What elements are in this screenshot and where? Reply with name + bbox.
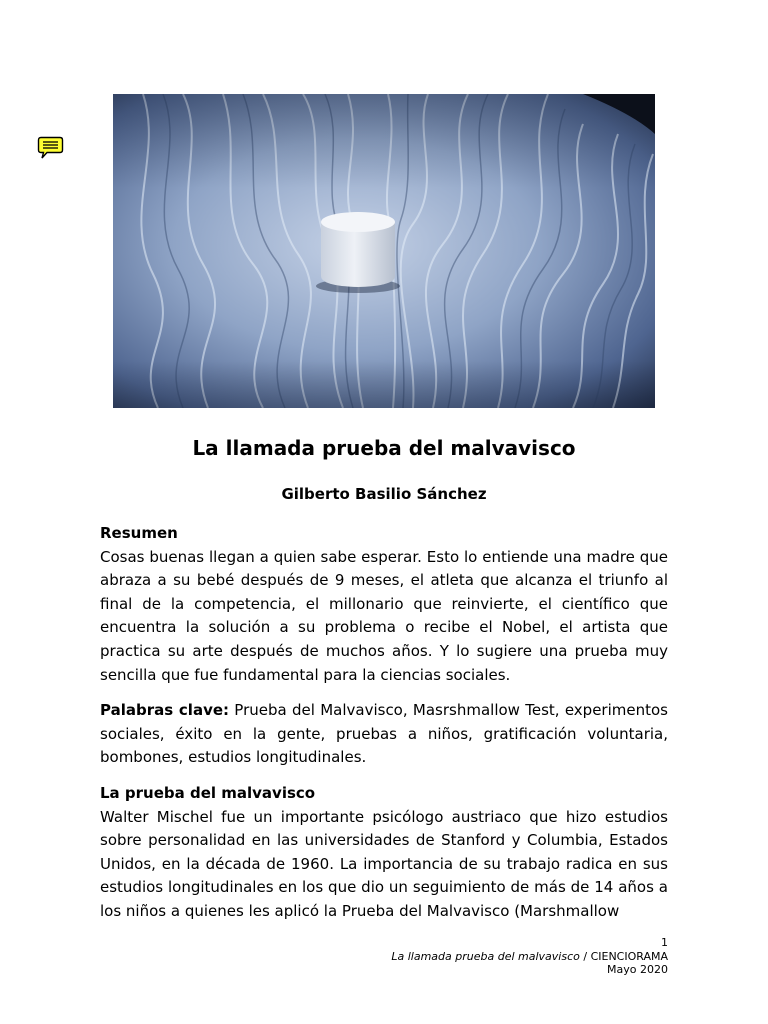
footer-date: Mayo 2020 <box>607 963 668 976</box>
summary-paragraph: Cosas buenas llegan a quien sabe esperar. Esto lo entiende una madre que abraza a su bebé después de 9 meses, el atleta que alcanza el triunfo al final de la competencia, el millonario que reinvierte, el científico que encuentra la solución a su problema o recibe el Nobel, el artista que practica su arte después de muchos años. Y lo sugiere una prueba muy sencilla que fue fundamental para la ciencias sociales. <box>100 547 668 684</box>
hero-image <box>113 94 655 408</box>
comment-icon[interactable] <box>37 136 64 160</box>
page-number: 1 <box>661 936 668 949</box>
keywords-label: Palabras clave: <box>100 701 230 720</box>
summary-heading: Resumen <box>100 524 178 542</box>
page-footer <box>391 936 668 977</box>
author-name: Gilberto Basilio Sánchez <box>281 485 487 503</box>
document-body <box>100 522 668 924</box>
footer-article-title: La llamada prueba del malvavisco <box>391 949 580 963</box>
document-title: La llamada prueba del malvavisco <box>192 436 576 460</box>
section-heading: La prueba del malvavisco <box>100 783 316 802</box>
keywords-text: Prueba del Malvavisco, Masrshmallow Test, experimentos sociales, éxito en la gente, pruebas a niños, gratificación voluntaria, bombones, estudios longitudinales. <box>100 701 668 767</box>
section-paragraph: Walter Mischel fue un importante psicólogo austriaco que hizo estudios sobre personalidad en las universidades de Stanford y Columbia, Estados Unidos, en la década de 1960. La importancia de su trabajo radica en sus estudios longitudinales en los que dio un seguimiento de más de 14 años a los niños a quienes les aplicó la Prueba del Malvavisco (Marshmallow <box>100 807 668 920</box>
footer-journal: / CIENCIORAMA <box>579 949 668 963</box>
keywords-paragraph <box>100 699 668 770</box>
footer-citation <box>391 950 668 964</box>
